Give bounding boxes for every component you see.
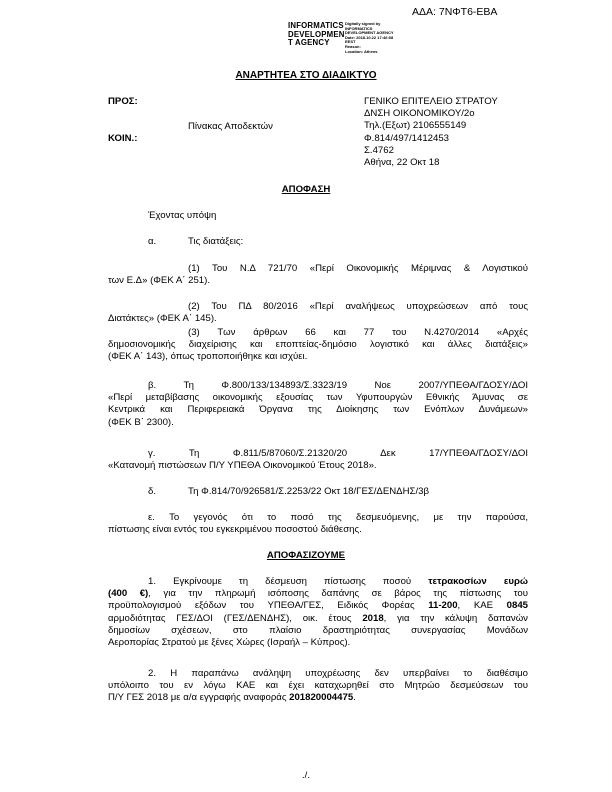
- clause-gamma: [108, 448, 528, 472]
- sender-line: Σ.4762: [364, 144, 394, 156]
- provision-2-line: Διατάκτες» (ΦΕΚ Α΄ 145).: [108, 313, 217, 325]
- stamp-left-line: INFORMATICS: [288, 21, 344, 30]
- sender-block: [364, 96, 498, 169]
- clause-gamma-line: γ. Τη Φ.811/5/87060/Σ.21320/20 Δεκ 17/ΥΠΕΘΑ/ΓΔΟΣΥ/ΔΟΙ: [148, 448, 528, 459]
- provision-3-line: (ΦΕΚ Α΄ 143), όπως τροποποιήθηκε και ισχύει.: [108, 351, 308, 363]
- clause-beta-line: Κεντρικά και Περιφερειακά Όργανα της Διοίκησης των Ενόπλων Δυνάμεων»: [108, 404, 528, 416]
- ada-code: ΑΔΑ: 7ΝΦΤ6-ΕΒΑ: [412, 6, 498, 18]
- kae-code: 0845: [506, 600, 528, 612]
- paragraph-1-text: προϋπολογισμού εξόδων του ΥΠΕΘΑ/ΓΕΣ, Ειδικός Φορέας: [108, 600, 429, 612]
- sender-line: Φ.814/497/1412453: [364, 132, 450, 144]
- paragraph-1-text: , ΚΑΕ: [457, 600, 507, 612]
- sender-line: ΓΕΝΙΚΟ ΕΠΙΤΕΛΕΙΟ ΣΤΡΑΤΟΥ: [364, 96, 498, 107]
- provision-2: [108, 301, 528, 325]
- paragraph-1: [108, 576, 528, 649]
- stamp-signature-details: [345, 22, 413, 54]
- decision-title: ΑΠΟΦΑΣΗ: [281, 184, 331, 195]
- provision-1-line: των Ε.Δ» (ΦΕΚ Α΄ 251).: [108, 275, 210, 287]
- stamp-right-line: INFORMATICS: [345, 25, 373, 31]
- clause-epsilon-line: πίστωσης είναι εντός του εγκεκριμένου ποσοστού διάθεσης.: [108, 524, 362, 536]
- stamp-right-line: Reason:: [345, 43, 361, 49]
- clause-gamma-line: «Κατανομή πιστώσεων Π/Υ ΥΠΕΘΑ Οικονομικού Έτους 2018».: [108, 460, 377, 472]
- sender-line: Αθήνα, 22 Οκτ 18: [364, 157, 440, 169]
- paragraph-2: [108, 668, 528, 705]
- alpha-marker: α.: [148, 236, 157, 247]
- provision-1-line: (1) Του Ν.Δ 721/70 «Περί Οικονομικής Μέριμνας & Λογιστικού: [188, 263, 528, 274]
- sender-line: ΔΝΣΗ ΟΙΚΟΝΟΜΙΚΟΥ/2ο: [364, 108, 475, 120]
- clause-beta: [108, 380, 528, 429]
- stamp-agency-name: [288, 22, 345, 48]
- paragraph-1-line: [108, 600, 528, 612]
- stamp-left-line: T AGENCY: [288, 38, 330, 47]
- stamp-right-line: DEVELOPMENT AGENCY: [345, 30, 394, 36]
- digital-signature-stamp: [288, 22, 410, 52]
- alpha-text: Τις διατάξεις:: [188, 236, 244, 247]
- paragraph-1-text: , για την πληρωμή ισόποσης δαπάνης σε βάρος της πίστωσης του: [148, 588, 528, 600]
- decide-title: ΑΠΟΦΑΣΙΖΟΥΜΕ: [266, 550, 346, 561]
- stamp-right-line: Date: 2018.10.22 17:46:08: [345, 34, 394, 40]
- paragraph-2-line: [108, 692, 528, 704]
- provision-3-line: (3) Των άρθρων 66 και 77 του Ν.4270/2014 «Αρχές: [188, 327, 528, 338]
- recipients-table-ref: Πίνακας Αποδεκτών: [188, 121, 273, 132]
- amount-words: τετρακοσίων ευρώ: [428, 576, 528, 587]
- provision-1: [108, 263, 528, 287]
- clause-beta-line: «Περί μεταβίβασης οικονομικής εξουσίας των Υφυπουργών Εθνικής Άμυνας σε: [108, 392, 528, 404]
- fiscal-year: 2018: [362, 612, 384, 624]
- stamp-right-line: Location: Athens: [345, 48, 378, 54]
- clause-beta-line: β. Τη Φ.800/133/134893/Σ.3323/19 Νοε 2007/ΥΠΕΘΑ/ΓΔΟΣΥ/ΔΟΙ: [148, 380, 528, 391]
- paragraph-2-line: υπόλοιπο του εν λόγω ΚΑΕ και έχει καταχωρηθεί στο Μητρώο δεσμεύσεων του: [108, 680, 528, 692]
- post-online-title: ΑΝΑΡΤΗΤΕΑ ΣΤΟ ΔΙΑΔΙΚΤΥΟ: [235, 70, 377, 81]
- intro-text: Έχοντας υπόψη: [148, 210, 217, 221]
- stamp-right-line: Digitally signed by: [345, 21, 381, 26]
- clause-epsilon: [108, 512, 528, 536]
- amount-figure: (400 €): [108, 588, 149, 600]
- koin-label: ΚΟΙΝ.:: [108, 133, 138, 144]
- paragraph-2-text: Π/Υ ΓΕΣ 2018 με α/α εγγραφής αναφοράς: [108, 692, 290, 704]
- delta-text: Τη Φ.814/70/926581/Σ.2253/22 Οκτ 18/ΓΕΣ/ΔΕΝΔΗΣ/3β: [188, 486, 429, 497]
- paragraph-2-text: .: [353, 692, 356, 704]
- paragraph-1-line: Αεροπορίας Στρατού με ξένες Χώρες (Ισραήλ – Κύπρος).: [108, 637, 351, 649]
- provision-3: [108, 327, 528, 364]
- paragraph-1-text: , για την κάλυψη δαπανών: [383, 612, 528, 624]
- clause-beta-line: (ΦΕΚ Β΄ 2300).: [108, 416, 174, 428]
- sender-line: Τηλ.(Εξωτ) 2106555149: [364, 120, 467, 132]
- paragraph-2-line: 2. Η παραπάνω ανάληψη υποχρέωσης δεν υπερβαίνει το διαθέσιμο: [148, 668, 528, 679]
- pros-label: ΠΡΟΣ:: [108, 96, 138, 107]
- delta-marker: δ.: [148, 486, 157, 497]
- registry-number: 201820004475: [289, 692, 354, 704]
- stamp-left-line: DEVELOPMEN: [288, 29, 345, 39]
- clause-epsilon-line: ε. Το γεγονός ότι το ποσό της δεσμευόμενης, με την παρούσα,: [148, 512, 528, 523]
- paragraph-1-line: [108, 588, 528, 600]
- paragraph-1-line: δημοσίων σχέσεων, στο πλαίσιο δραστηριότητας συνεργασίας Μονάδων: [108, 624, 528, 636]
- paragraph-1-text: 1. Εγκρίνουμε τη δέσμευση πίστωσης ποσού: [148, 576, 429, 587]
- paragraph-1-text: αρμοδιότητας ΓΕΣ/ΔΟΙ (ΓΕΣ/ΔΕΝΔΗΣ), οικ. έτους: [108, 612, 363, 624]
- special-body-code: 11-200: [428, 600, 458, 612]
- provision-3-line: δημοσιονομικής διαχείρισης και εποπτείας-δημόσιο λογιστικό και άλλες διατάξεις»: [108, 339, 528, 351]
- paragraph-1-line: [108, 613, 528, 625]
- paragraph-1-line: [108, 576, 528, 588]
- stamp-right-line: EEST: [345, 39, 356, 45]
- provision-2-line: (2) Του ΠΔ 80/2016 «Περί αναλήψεως υποχρεώσεων από τους: [188, 301, 528, 312]
- continuation-mark: ./.: [302, 770, 310, 781]
